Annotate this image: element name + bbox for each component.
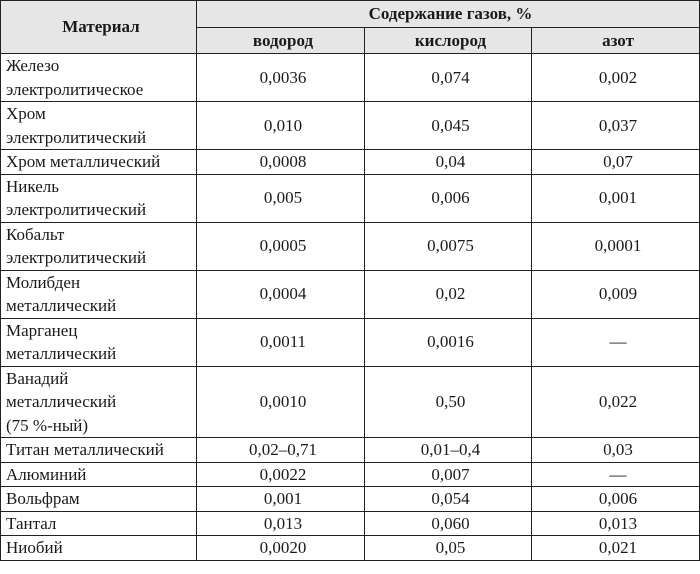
hydrogen-value-cell: 0,0020	[197, 536, 365, 561]
material-name-line: Ванадий	[6, 368, 69, 388]
nitrogen-value-cell: 0,037	[532, 102, 700, 150]
material-name-line: (75 %-ный)	[6, 415, 89, 435]
table-row	[1, 102, 700, 150]
header-hydrogen: водород	[197, 27, 365, 54]
material-name-line: Марганец	[6, 320, 78, 340]
header-gas-content: Содержание газов, %	[197, 1, 700, 28]
nitrogen-value-cell: 0,009	[532, 270, 700, 318]
material-cell	[1, 462, 197, 487]
material-cell	[1, 487, 197, 512]
nitrogen-value-cell: 0,0001	[532, 222, 700, 270]
nitrogen-value-cell: —	[532, 462, 700, 487]
oxygen-value-cell: 0,0016	[365, 318, 532, 366]
table-row	[1, 511, 700, 536]
material-name-line: Тантал	[6, 513, 57, 533]
material-name-line: Хром металлический	[6, 152, 161, 171]
hydrogen-value-cell: 0,0008	[197, 150, 365, 175]
material-name-line: электролитический	[6, 127, 147, 147]
header-oxygen: кислород	[365, 27, 532, 54]
oxygen-value-cell: 0,05	[365, 536, 532, 561]
hydrogen-value-cell: 0,0036	[197, 54, 365, 102]
material-cell	[1, 366, 197, 438]
material-name-line: электролитический	[6, 200, 147, 219]
material-name-line: Алюминий	[6, 464, 87, 484]
hydrogen-value-cell: 0,0005	[197, 222, 365, 270]
material-name-line: Никель	[6, 176, 59, 196]
table-row	[1, 487, 700, 512]
hydrogen-value-cell: 0,0010	[197, 366, 365, 438]
hydrogen-value-cell: 0,02–0,71	[197, 438, 365, 463]
material-name-line: электролитическое	[6, 79, 144, 99]
material-cell	[1, 222, 197, 270]
oxygen-value-cell: 0,50	[365, 366, 532, 438]
material-cell	[1, 270, 197, 318]
nitrogen-value-cell: 0,006	[532, 487, 700, 512]
material-cell	[1, 54, 197, 102]
hydrogen-value-cell: 0,0011	[197, 318, 365, 366]
nitrogen-value-cell: 0,002	[532, 54, 700, 102]
header-nitrogen: азот	[532, 27, 700, 54]
material-name-line: Вольфрам	[6, 489, 80, 508]
table-row	[1, 318, 700, 366]
oxygen-value-cell: 0,01–0,4	[365, 438, 532, 463]
material-cell	[1, 511, 197, 536]
nitrogen-value-cell: 0,001	[532, 174, 700, 222]
material-cell	[1, 536, 197, 561]
oxygen-value-cell: 0,04	[365, 150, 532, 175]
header-material: Материал	[1, 1, 197, 54]
oxygen-value-cell: 0,02	[365, 270, 532, 318]
oxygen-value-cell: 0,054	[365, 487, 532, 512]
hydrogen-value-cell: 0,001	[197, 487, 365, 512]
table-header	[1, 1, 700, 54]
oxygen-value-cell: 0,006	[365, 174, 532, 222]
table-body	[1, 54, 700, 561]
hydrogen-value-cell: 0,0022	[197, 462, 365, 487]
table-row	[1, 536, 700, 561]
material-name-line: Кобальт	[6, 224, 65, 244]
material-cell	[1, 150, 197, 175]
table-row	[1, 438, 700, 463]
table-row	[1, 222, 700, 270]
table-row	[1, 270, 700, 318]
nitrogen-value-cell: —	[532, 318, 700, 366]
hydrogen-value-cell: 0,0004	[197, 270, 365, 318]
hydrogen-value-cell: 0,013	[197, 511, 365, 536]
material-cell	[1, 318, 197, 366]
nitrogen-value-cell: 0,07	[532, 150, 700, 175]
material-name-line: металлический	[6, 344, 117, 363]
table-row	[1, 150, 700, 175]
material-cell	[1, 174, 197, 222]
oxygen-value-cell: 0,074	[365, 54, 532, 102]
material-name-line: металлический	[6, 392, 117, 411]
nitrogen-value-cell: 0,021	[532, 536, 700, 561]
header-row-1	[1, 1, 700, 28]
nitrogen-value-cell: 0,03	[532, 438, 700, 463]
material-name-line: Железо	[6, 56, 60, 75]
hydrogen-value-cell: 0,010	[197, 102, 365, 150]
oxygen-value-cell: 0,0075	[365, 222, 532, 270]
material-name-line: Хром	[6, 104, 46, 123]
oxygen-value-cell: 0,060	[365, 511, 532, 536]
material-name-line: Молибден	[6, 272, 81, 292]
table-row	[1, 174, 700, 222]
nitrogen-value-cell: 0,013	[532, 511, 700, 536]
table-row	[1, 462, 700, 487]
oxygen-value-cell: 0,045	[365, 102, 532, 150]
table-row	[1, 54, 700, 102]
table-row	[1, 366, 700, 438]
oxygen-value-cell: 0,007	[365, 462, 532, 487]
material-name-line: металлический	[6, 296, 117, 315]
material-cell	[1, 438, 197, 463]
material-name-line: Титан металлический	[6, 440, 164, 459]
hydrogen-value-cell: 0,005	[197, 174, 365, 222]
material-name-line: электролитический	[6, 248, 147, 267]
nitrogen-value-cell: 0,022	[532, 366, 700, 438]
material-cell	[1, 102, 197, 150]
material-name-line: Ниобий	[6, 538, 63, 557]
